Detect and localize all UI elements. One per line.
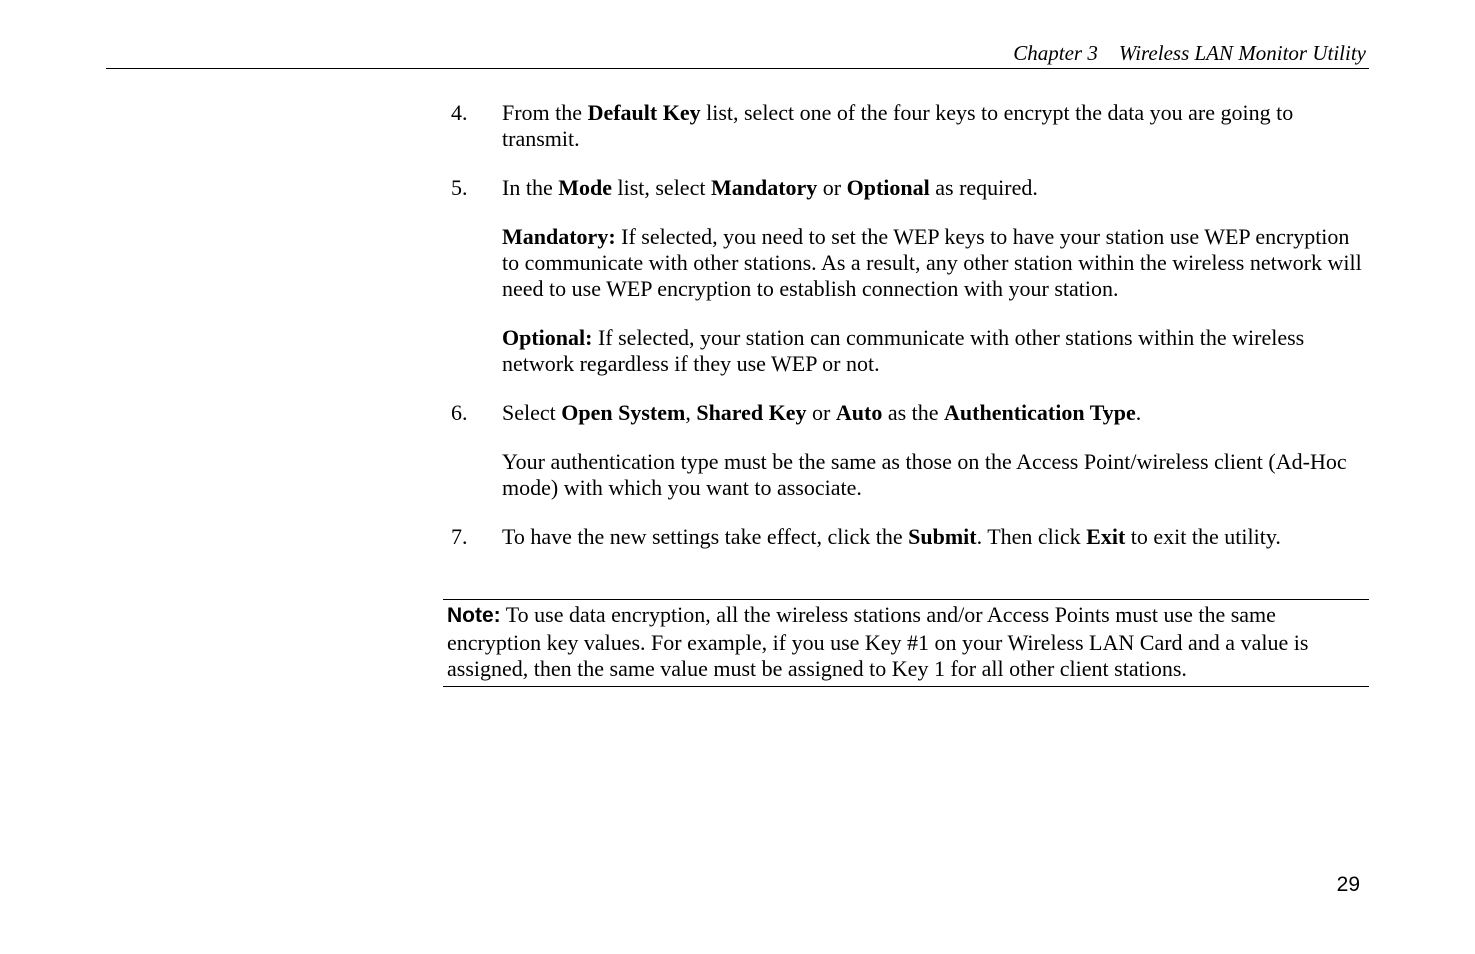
optional-text: If selected, your station can communicate with other stations within the wireless network regardless if they use WEP or not.: [502, 325, 1305, 376]
step-bold-term: Auto: [835, 400, 883, 425]
optional-label: Optional:: [502, 325, 593, 350]
step-number: 4.: [451, 100, 468, 125]
step-bold-term: Optional: [846, 175, 930, 200]
step-bold-term: Exit: [1086, 524, 1126, 549]
mandatory-label: Mandatory:: [502, 224, 616, 249]
step-bold-term: Default Key: [587, 100, 701, 125]
step-text: or: [806, 400, 836, 425]
step-text: or: [817, 175, 847, 200]
step-text: . Then click: [976, 524, 1087, 549]
step-7: [446, 524, 1369, 550]
step-text: In the: [502, 175, 559, 200]
mandatory-description: [446, 224, 1369, 302]
step-text: From the: [502, 100, 588, 125]
step-text: .: [1135, 400, 1142, 425]
page-number: 29: [1336, 873, 1360, 896]
step-text: ,: [685, 400, 697, 425]
note-box: [443, 599, 1369, 687]
chapter-label: Chapter 3: [1013, 41, 1098, 65]
step-text: Select: [502, 400, 562, 425]
step-bold-term: Authentication Type: [944, 400, 1136, 425]
step-number: 6.: [451, 400, 468, 425]
mandatory-text: If selected, you need to set the WEP keys to have your station use WEP encryption to communicate with other stations. As a result, any other station within the wireless network will need to use WEP encryption to establish connection with your station.: [502, 224, 1362, 301]
step-6: [446, 400, 1369, 426]
running-header: [106, 38, 1369, 69]
step-bold-term: Shared Key: [696, 400, 807, 425]
optional-description: [446, 325, 1369, 377]
step-number: 7.: [451, 524, 468, 549]
step-text: as the: [882, 400, 945, 425]
header-title: [1013, 41, 1366, 66]
step-5: [446, 175, 1369, 201]
note-text: To use data encryption, all the wireless stations and/or Access Points must use the same encryption key values. For example, if you use Key #1 on your Wireless LAN Card and a value is assigned, then the same value must be assigned to Key 1 for all other client stations.: [447, 602, 1309, 681]
step-text: list, select: [611, 175, 711, 200]
authentication-description: Your authentication type must be the same as those on the Access Point/wireless client (Ad-Hoc mode) with which you want to associate.: [502, 449, 1347, 500]
step-bold-term: Mode: [558, 175, 612, 200]
step-text: as required.: [929, 175, 1038, 200]
step-text: to exit the utility.: [1125, 524, 1281, 549]
step-text: list, select one of the four keys to encrypt the data you are going to transmit.: [502, 100, 1294, 151]
step-bold-term: Mandatory: [710, 175, 818, 200]
step-number: 5.: [451, 175, 468, 200]
note-label: Note:: [447, 604, 501, 627]
step-bold-term: Submit: [908, 524, 977, 549]
step-4: [446, 100, 1369, 152]
step-bold-term: Open System: [561, 400, 686, 425]
main-content: [446, 100, 1369, 573]
step-text: To have the new settings take effect, click the: [502, 524, 909, 549]
chapter-title: Wireless LAN Monitor Utility: [1118, 41, 1366, 65]
